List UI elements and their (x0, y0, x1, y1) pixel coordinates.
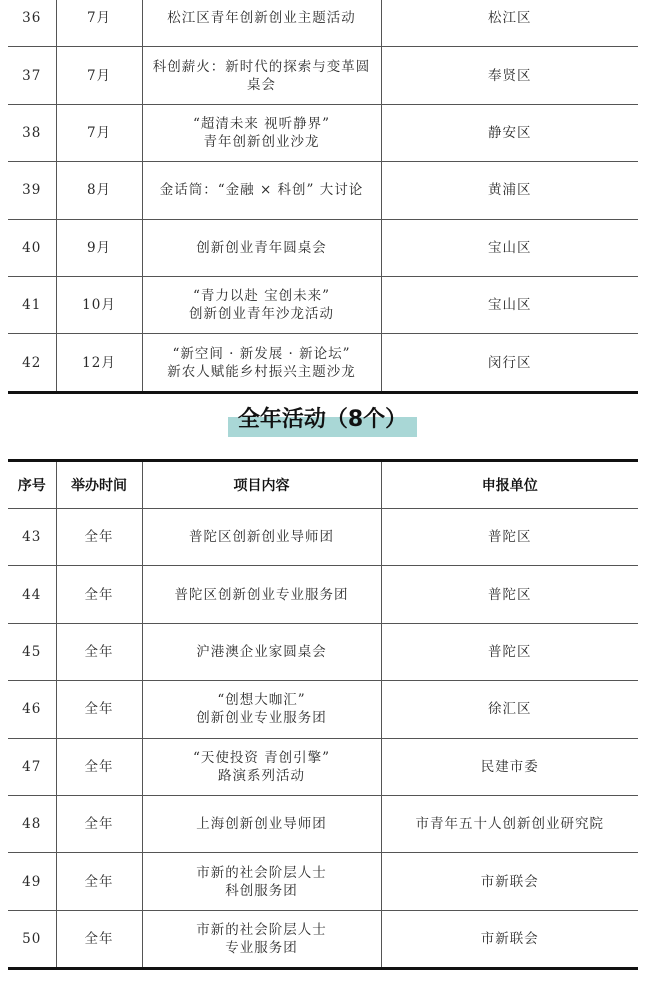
table-row (8, 681, 638, 738)
cell-unit: 普陀区 (381, 509, 638, 566)
cell-time: 7月 (56, 47, 142, 104)
cell-unit: 市新联会 (381, 853, 638, 910)
cell-content (142, 276, 381, 333)
cell-unit: 市青年五十人创新创业研究院 (381, 795, 638, 852)
cell-unit: 松江区 (381, 0, 638, 47)
cell-no: 43 (8, 509, 56, 566)
cell-content (142, 509, 381, 566)
content-line: 市新的社会阶层人士 (196, 864, 327, 881)
cell-content (142, 910, 381, 968)
table-row (8, 104, 638, 161)
table-row (8, 795, 638, 852)
header-no: 序号 (8, 461, 56, 509)
table-row (8, 853, 638, 910)
cell-content (142, 795, 381, 852)
cell-unit: 市新联会 (381, 910, 638, 968)
cell-no: 38 (8, 104, 56, 161)
content-line: 市新的社会阶层人士 (196, 921, 327, 938)
cell-time: 7月 (56, 0, 142, 47)
table-header-row (8, 461, 638, 509)
cell-unit: 闵行区 (381, 334, 638, 392)
content-line: “天使投资 青创引擎” (192, 749, 331, 766)
cell-time: 全年 (56, 566, 142, 623)
content-line: “超清未来 视听静界” (192, 115, 331, 132)
cell-content (142, 104, 381, 161)
cell-unit: 宝山区 (381, 219, 638, 276)
content-line: 普陀区创新创业专业服务团 (174, 586, 349, 603)
cell-time: 7月 (56, 104, 142, 161)
cell-no: 37 (8, 47, 56, 104)
cell-content (142, 853, 381, 910)
cell-no: 36 (8, 0, 56, 47)
annual-activities-table (8, 459, 638, 970)
section-heading-text: 全年活动（8个） (228, 403, 417, 437)
cell-unit: 普陀区 (381, 566, 638, 623)
cell-content (142, 566, 381, 623)
cell-content (142, 219, 381, 276)
cell-time: 10月 (56, 276, 142, 333)
cell-no: 47 (8, 738, 56, 795)
cell-time: 全年 (56, 681, 142, 738)
content-line: 青年创新创业沙龙 (203, 133, 320, 150)
cell-no: 44 (8, 566, 56, 623)
cell-unit: 民建市委 (381, 738, 638, 795)
content-line: 普陀区创新创业导师团 (189, 529, 334, 546)
header-content: 项目内容 (142, 461, 381, 509)
content-line: 沪港澳企业家圆桌会 (196, 643, 327, 660)
cell-no: 40 (8, 219, 56, 276)
cell-time: 9月 (56, 219, 142, 276)
cell-no: 49 (8, 853, 56, 910)
cell-no: 42 (8, 334, 56, 392)
cell-time: 全年 (56, 853, 142, 910)
cell-unit: 宝山区 (381, 276, 638, 333)
cell-unit: 普陀区 (381, 623, 638, 680)
table-row (8, 910, 638, 968)
cell-time: 8月 (56, 162, 142, 219)
content-line: 科创薪火：新时代的探索与变革圆 (152, 58, 371, 75)
header-unit: 申报单位 (381, 461, 638, 509)
content-line: “创想大咖汇” (217, 692, 306, 709)
cell-time: 全年 (56, 623, 142, 680)
cell-unit: 奉贤区 (381, 47, 638, 104)
content-line: 路演系列活动 (218, 767, 305, 784)
annual-activities-table-body (8, 509, 638, 969)
cell-unit: 黄浦区 (381, 162, 638, 219)
content-line: 专业服务团 (225, 939, 298, 956)
table-row (8, 566, 638, 623)
table-row (8, 162, 638, 219)
cell-content (142, 681, 381, 738)
table-row (8, 47, 638, 104)
content-line: 创新创业专业服务团 (196, 710, 327, 727)
table-row (8, 0, 638, 47)
table-row (8, 738, 638, 795)
content-line: 创新创业青年沙龙活动 (189, 306, 334, 323)
activities-table-top (8, 0, 638, 394)
table-row (8, 334, 638, 392)
content-line: 松江区青年创新创业主题活动 (167, 10, 356, 27)
activities-table-top-body (8, 0, 638, 392)
content-line: 金话筒：“金融 × 科创” 大讨论 (159, 182, 364, 199)
header-time: 举办时间 (56, 461, 142, 509)
section-heading-annual (0, 403, 645, 437)
table-row (8, 219, 638, 276)
cell-no: 46 (8, 681, 56, 738)
cell-content (142, 738, 381, 795)
content-line: “青力以赴 宝创未来” (192, 288, 331, 305)
content-line: 创新创业青年圆桌会 (196, 239, 327, 256)
cell-content (142, 0, 381, 47)
content-line: 科创服务团 (225, 882, 298, 899)
cell-no: 48 (8, 795, 56, 852)
cell-unit: 静安区 (381, 104, 638, 161)
cell-time: 全年 (56, 910, 142, 968)
content-line: 新农人赋能乡村振兴主题沙龙 (167, 363, 356, 380)
cell-no: 41 (8, 276, 56, 333)
cell-content (142, 47, 381, 104)
cell-time: 全年 (56, 738, 142, 795)
cell-no: 45 (8, 623, 56, 680)
cell-time: 全年 (56, 795, 142, 852)
cell-content (142, 162, 381, 219)
cell-unit: 徐汇区 (381, 681, 638, 738)
cell-no: 39 (8, 162, 56, 219)
cell-no: 50 (8, 910, 56, 968)
cell-time: 全年 (56, 509, 142, 566)
content-line: 上海创新创业导师团 (196, 816, 327, 833)
cell-content (142, 334, 381, 392)
table-row (8, 623, 638, 680)
content-line: “新空间 · 新发展 · 新论坛” (172, 345, 351, 362)
cell-content (142, 623, 381, 680)
content-line: 桌会 (247, 76, 276, 93)
table-row (8, 509, 638, 566)
cell-time: 12月 (56, 334, 142, 392)
table-row (8, 276, 638, 333)
